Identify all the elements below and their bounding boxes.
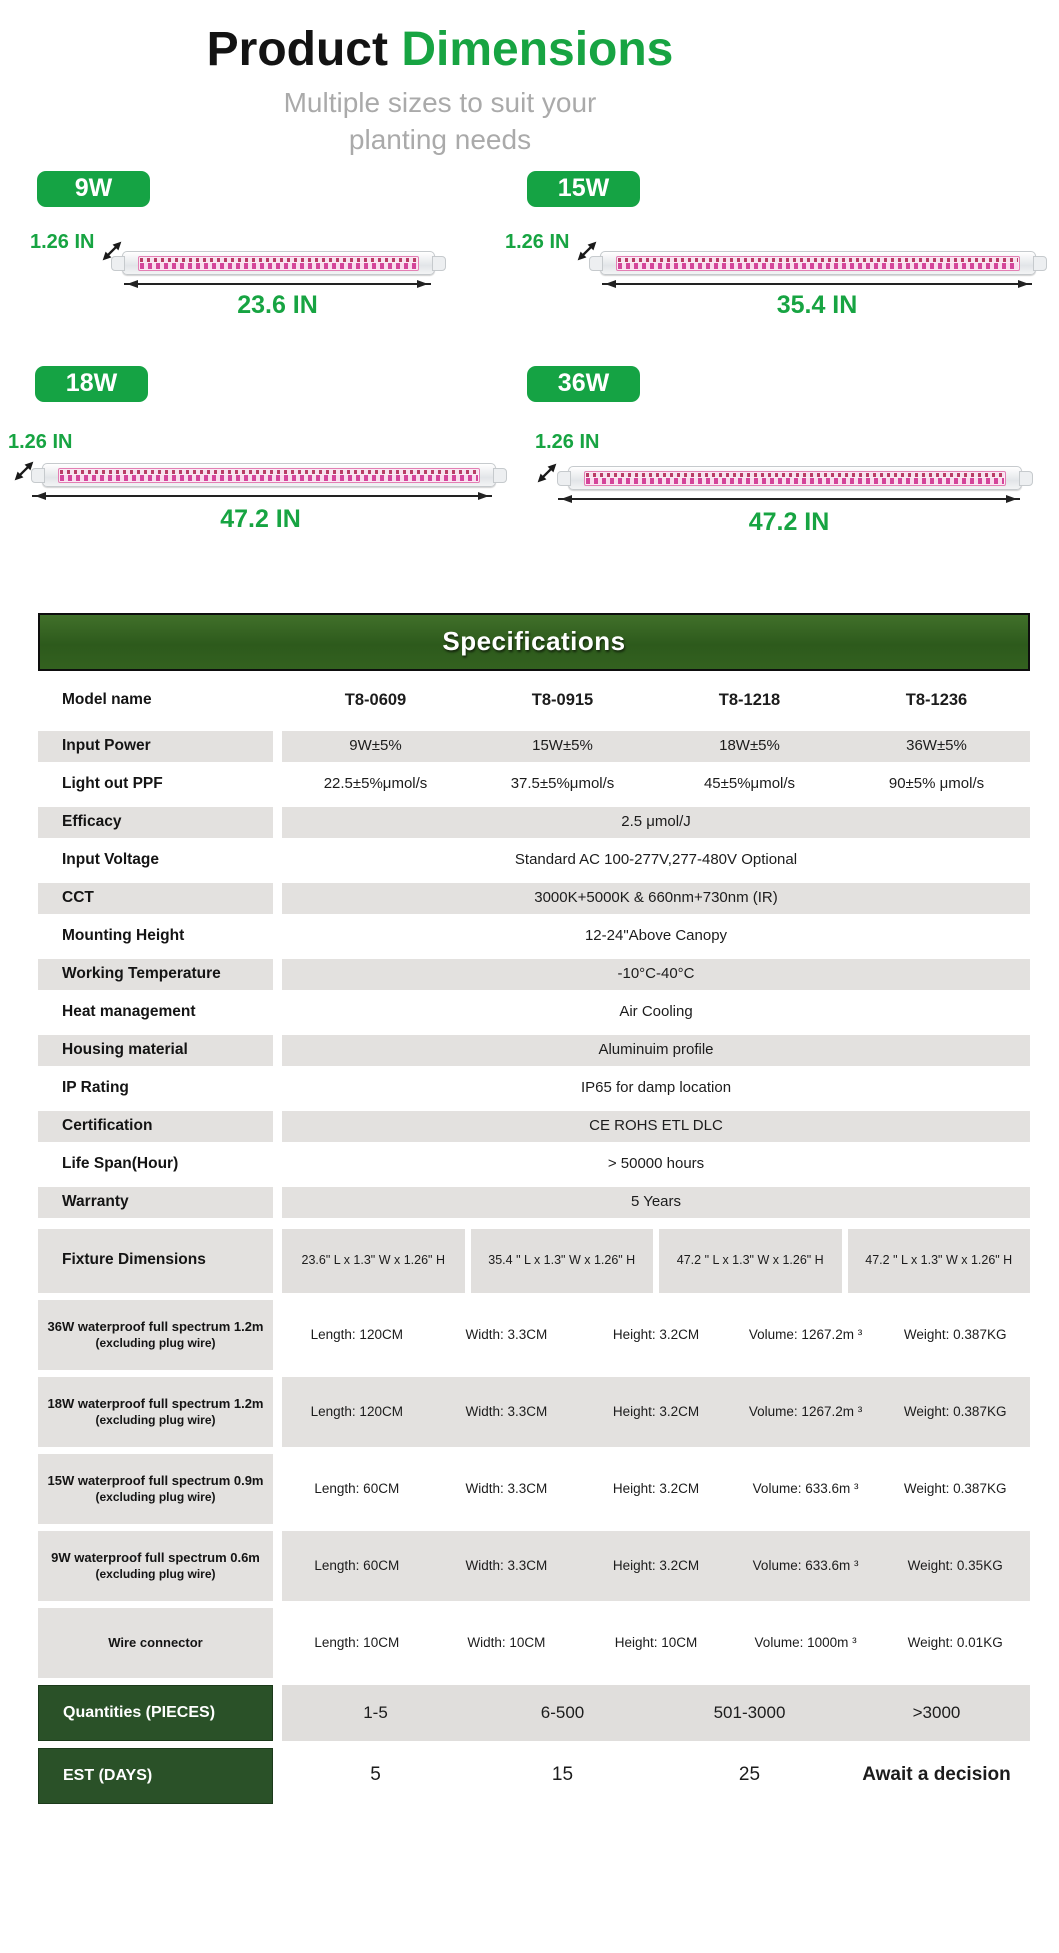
row-values — [282, 1149, 1030, 1180]
row-values — [282, 1073, 1030, 1104]
led-strip — [138, 256, 419, 271]
row-value: Width: 3.3CM — [465, 1557, 548, 1573]
spec-row-cct — [38, 883, 1030, 914]
spec-row-model — [38, 678, 1030, 724]
row-value: Length: 60CM — [314, 1557, 400, 1573]
row-value: Height: 10CM — [614, 1634, 698, 1650]
page-subtitle — [100, 85, 780, 159]
row-values — [282, 1685, 1030, 1741]
grow-light-tube — [42, 463, 496, 487]
row-label — [38, 1531, 273, 1601]
row-value: Weight: 0.387KG — [903, 1403, 1007, 1419]
row-value: 23.6" L x 1.3" W x 1.26" H — [282, 1229, 465, 1293]
spec-row-housing-material — [38, 1035, 1030, 1066]
spec-row-input-voltage — [38, 845, 1030, 876]
row-label — [38, 1187, 273, 1218]
row-value: Volume: 633.6m ³ — [752, 1557, 859, 1573]
product-9w — [0, 163, 1059, 565]
row-value: Width: 10CM — [467, 1634, 546, 1650]
row-value: Height: 3.2CM — [612, 1403, 700, 1419]
row-label — [38, 921, 273, 952]
diameter-label: 1.26 IN — [8, 430, 73, 453]
row-label — [38, 1149, 273, 1180]
spec-row-input-power — [38, 731, 1030, 762]
row-value: Aluminuim profile — [598, 1041, 714, 1059]
row-label-text: Wire connector — [108, 1634, 203, 1650]
row-label — [38, 1748, 273, 1804]
row-value: Air Cooling — [619, 1003, 693, 1021]
row-values — [282, 769, 1030, 800]
row-value: 25 — [738, 1764, 761, 1786]
row-values — [282, 959, 1030, 990]
spec-row-light-out-ppf — [38, 769, 1030, 800]
row-value: -10°C-40°C — [617, 965, 695, 983]
length-label: 35.4 IN — [776, 290, 858, 319]
spec-row-dims-36w — [38, 1300, 1030, 1370]
row-label — [38, 845, 273, 876]
row-label — [38, 959, 273, 990]
row-value: 501-3000 — [713, 1702, 786, 1722]
row-label-text: Life Span(Hour) — [62, 1154, 179, 1172]
spec-row-working-temperature — [38, 959, 1030, 990]
row-label — [38, 1454, 273, 1524]
row-label — [38, 769, 273, 800]
spec-row-mounting-height — [38, 921, 1030, 952]
row-value: Volume: 633.6m ³ — [752, 1480, 859, 1496]
row-label-text: Model name — [62, 691, 152, 709]
row-values — [282, 1531, 1030, 1601]
spec-row-dims-15w — [38, 1454, 1030, 1524]
row-label-text: Mounting Height — [62, 926, 185, 944]
page-title — [100, 24, 780, 77]
row-label-text: Efficacy — [62, 812, 122, 830]
spec-row-fixture-dimensions — [38, 1229, 1030, 1293]
row-value: Weight: 0.35KG — [907, 1557, 1003, 1573]
wattage-badge: 18W — [35, 366, 148, 402]
spec-row-efficacy — [38, 807, 1030, 838]
product-15w — [0, 163, 1059, 565]
row-value: 5 — [370, 1764, 381, 1786]
row-values — [282, 807, 1030, 838]
row-sublabel-text: (excluding plug wire) — [95, 1490, 216, 1505]
row-label — [38, 997, 273, 1028]
row-value: Weight: 0.01KG — [907, 1634, 1003, 1650]
row-value: 9W±5% — [349, 737, 402, 755]
row-value: Length: 120CM — [310, 1403, 403, 1419]
row-label-text: Housing material — [62, 1040, 188, 1058]
row-value: 5 Years — [630, 1193, 682, 1211]
row-value: 37.5±5%μmol/s — [510, 775, 615, 793]
diagonal-arrow-icon — [10, 457, 38, 485]
grow-light-tube — [600, 251, 1036, 275]
wattage-badge: 36W — [527, 366, 640, 402]
row-values — [282, 678, 1030, 724]
specifications-table — [38, 613, 1030, 1804]
row-sublabel-text: (excluding plug wire) — [95, 1336, 216, 1351]
row-label-text: IP Rating — [62, 1078, 129, 1096]
row-values — [282, 1300, 1030, 1370]
row-label-text: CCT — [62, 888, 94, 906]
spec-row-heat-management — [38, 997, 1030, 1028]
row-value: Volume: 1000m ³ — [754, 1634, 857, 1650]
row-value: Standard AC 100-277V,277-480V Optional — [514, 851, 798, 869]
row-label-text: Input Power — [62, 736, 151, 754]
row-label-text: EST (DAYS) — [63, 1767, 153, 1785]
specifications-banner: Specifications — [38, 613, 1030, 671]
title-word-product: Product — [206, 23, 388, 76]
row-value: Width: 3.3CM — [465, 1326, 548, 1342]
row-value: 3000K+5000K & 660nm+730nm (IR) — [534, 889, 778, 907]
row-value: 35.4 " L x 1.3" W x 1.26" H — [471, 1229, 654, 1293]
row-label — [38, 1608, 273, 1678]
row-label — [38, 883, 273, 914]
title-word-dimensions: Dimensions — [401, 23, 674, 76]
diagonal-arrow-icon — [98, 237, 126, 265]
led-strip — [616, 256, 1020, 271]
row-value: Height: 3.2CM — [612, 1557, 700, 1573]
row-label — [38, 678, 273, 724]
row-label-text: Input Voltage — [62, 850, 160, 868]
row-label-text: Warranty — [62, 1192, 129, 1210]
row-value: Weight: 0.387KG — [903, 1480, 1007, 1496]
row-value: 22.5±5%μmol/s — [323, 775, 428, 793]
row-value: 90±5% μmol/s — [888, 775, 985, 793]
row-value: 36W±5% — [906, 737, 967, 755]
row-label — [38, 1035, 273, 1066]
row-label-text: 18W waterproof full spectrum 1.2m — [47, 1395, 264, 1411]
row-label — [38, 1073, 273, 1104]
row-label-text: Light out PPF — [62, 774, 163, 792]
row-values — [282, 731, 1030, 762]
row-value: 18W±5% — [719, 737, 780, 755]
row-value: 12-24"Above Canopy — [584, 927, 728, 945]
spec-row-quantities — [38, 1685, 1030, 1741]
row-label — [38, 1300, 273, 1370]
led-strip — [584, 471, 1006, 486]
row-value: 6-500 — [540, 1702, 585, 1722]
spec-row-dims-18w — [38, 1377, 1030, 1447]
row-values — [282, 1111, 1030, 1142]
row-label — [38, 731, 273, 762]
row-label — [38, 1111, 273, 1142]
row-label — [38, 1685, 273, 1741]
row-values — [282, 1035, 1030, 1066]
row-label-text: 15W waterproof full spectrum 0.9m — [47, 1472, 264, 1488]
row-label-text: Heat management — [62, 1002, 196, 1020]
row-values — [282, 883, 1030, 914]
row-value: 2.5 μmol/J — [621, 813, 691, 831]
length-label: 23.6 IN — [237, 290, 318, 319]
row-label-text: 36W waterproof full spectrum 1.2m — [47, 1318, 264, 1334]
row-values — [282, 997, 1030, 1028]
row-value: T8-1218 — [718, 690, 781, 709]
row-value: Volume: 1267.2m ³ — [748, 1403, 863, 1419]
row-value: 15W±5% — [532, 737, 593, 755]
length-label: 47.2 IN — [220, 504, 301, 533]
diameter-label: 1.26 IN — [535, 430, 600, 453]
product-diagrams — [0, 163, 1059, 565]
row-label-text: 9W waterproof full spectrum 0.6m — [51, 1549, 260, 1565]
length-arrow — [32, 495, 492, 497]
row-value: T8-0915 — [531, 690, 594, 709]
row-sublabel-text: (excluding plug wire) — [95, 1413, 216, 1428]
row-value: >3000 — [912, 1702, 961, 1722]
row-value: Weight: 0.387KG — [903, 1326, 1007, 1342]
row-value: T8-0609 — [344, 690, 407, 709]
product-18w — [0, 163, 1059, 565]
row-value: IP65 for damp location — [580, 1079, 732, 1097]
row-values — [282, 1377, 1030, 1447]
diameter-label: 1.26 IN — [30, 230, 95, 253]
row-values — [282, 921, 1030, 952]
row-value: Length: 120CM — [310, 1326, 403, 1342]
row-value: Length: 10CM — [314, 1634, 400, 1650]
diagonal-arrow-icon — [573, 237, 601, 265]
row-value: Height: 3.2CM — [612, 1326, 700, 1342]
spec-row-est-days — [38, 1748, 1030, 1804]
row-value: 15 — [551, 1764, 574, 1786]
row-value: Width: 3.3CM — [465, 1480, 548, 1496]
subtitle-line-2: planting needs — [348, 123, 532, 155]
spec-row-wire-connector — [38, 1608, 1030, 1678]
row-values — [282, 1748, 1030, 1804]
row-label-text: Fixture Dimensions — [62, 1251, 206, 1269]
row-label — [38, 807, 273, 838]
spec-row-life-span — [38, 1149, 1030, 1180]
row-label — [38, 1229, 273, 1293]
spec-row-warranty — [38, 1187, 1030, 1218]
row-value: 47.2 " L x 1.3" W x 1.26" H — [848, 1229, 1031, 1293]
row-value: Length: 60CM — [314, 1480, 400, 1496]
row-value: Height: 3.2CM — [612, 1480, 700, 1496]
product-36w — [0, 163, 1059, 565]
row-values — [282, 1454, 1030, 1524]
length-label: 47.2 IN — [748, 507, 830, 536]
row-value: 45±5%μmol/s — [703, 775, 796, 793]
row-label-text: Certification — [62, 1116, 153, 1134]
length-arrow — [124, 283, 431, 285]
page-header — [100, 0, 780, 159]
subtitle-line-1: Multiple sizes to suit your — [283, 86, 597, 118]
row-value: 1-5 — [363, 1702, 388, 1722]
spec-row-certification — [38, 1111, 1030, 1142]
row-sublabel-text: (excluding plug wire) — [95, 1567, 216, 1582]
row-values — [282, 1229, 1030, 1293]
diagonal-arrow-icon — [533, 459, 561, 487]
row-values — [282, 1608, 1030, 1678]
row-value: 47.2 " L x 1.3" W x 1.26" H — [659, 1229, 842, 1293]
row-value: Width: 3.3CM — [465, 1403, 548, 1419]
row-label-text: Working Temperature — [62, 964, 221, 982]
row-value: Volume: 1267.2m ³ — [748, 1326, 863, 1342]
row-values — [282, 1187, 1030, 1218]
length-arrow — [558, 498, 1020, 500]
grow-light-tube — [568, 466, 1022, 490]
row-value: CE ROHS ETL DLC — [589, 1117, 723, 1135]
wattage-badge: 9W — [37, 171, 150, 207]
spec-rows — [38, 678, 1030, 1804]
row-label-text: Quantities (PIECES) — [63, 1704, 216, 1722]
spec-row-dims-9w — [38, 1531, 1030, 1601]
diameter-label: 1.26 IN — [505, 230, 570, 253]
row-value: T8-1236 — [905, 690, 968, 709]
row-value: > 50000 hours — [607, 1155, 705, 1173]
led-strip — [58, 468, 480, 483]
row-value: Await a decision — [862, 1764, 1011, 1786]
spec-row-ip-rating — [38, 1073, 1030, 1104]
grow-light-tube — [122, 251, 435, 275]
length-arrow — [602, 283, 1032, 285]
wattage-badge: 15W — [527, 171, 640, 207]
row-values — [282, 845, 1030, 876]
row-label — [38, 1377, 273, 1447]
